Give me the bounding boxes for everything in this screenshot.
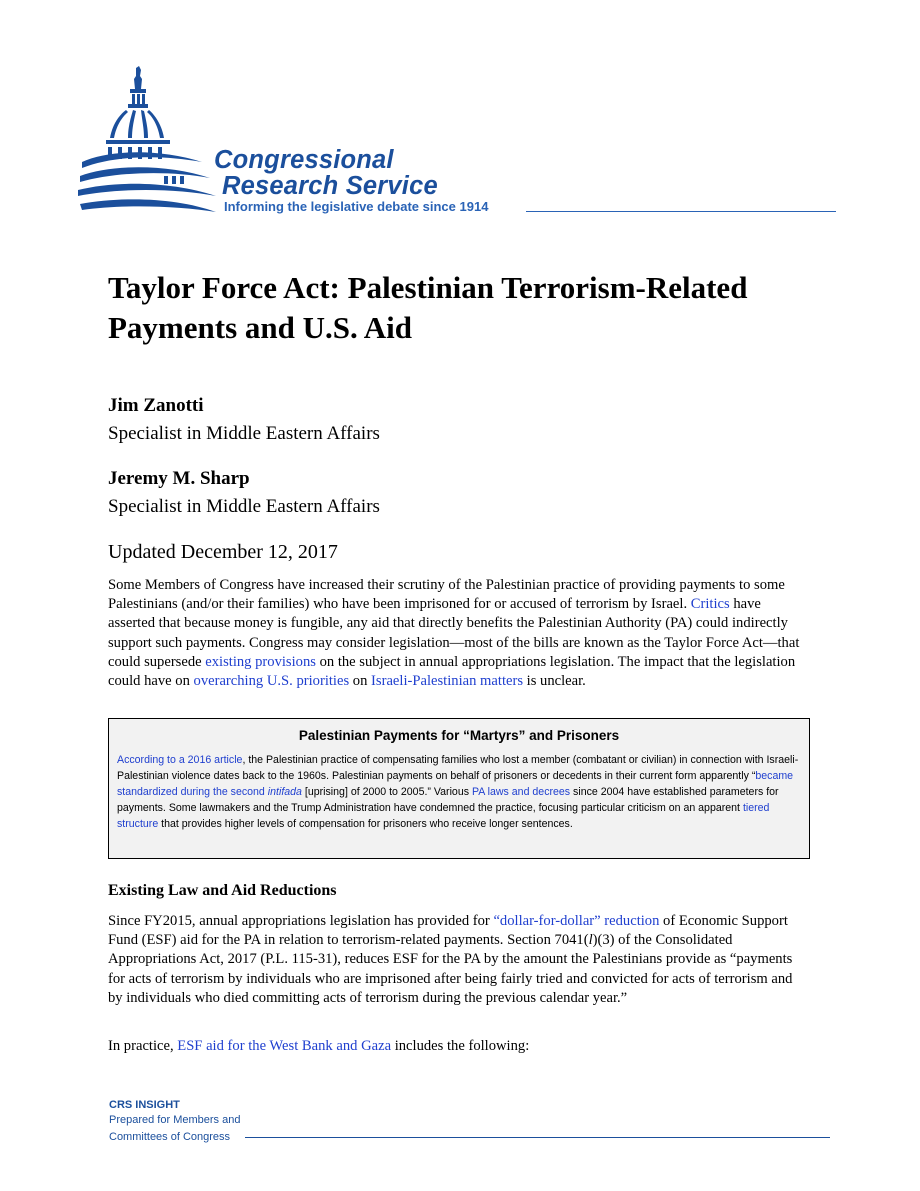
existing-provisions-link[interactable]: existing provisions [205,653,316,670]
section-text: In practice, [108,1038,178,1054]
pa-laws-link[interactable]: PA laws and decrees [471,786,571,798]
section-text: includes the following: [391,1038,530,1054]
section-paragraph [108,1037,808,1056]
dollar-for-dollar-link[interactable]: “dollar-for-dollar” reduction [493,913,660,929]
author-role: Specialist in Middle Eastern Affairs [108,423,380,444]
section-heading: Existing Law and Aid Reductions [108,882,337,899]
box-text: [uprising] of 2000 to 2005.” Various [301,786,472,798]
footer [108,1099,830,1149]
footer-rule [245,1137,830,1138]
box-text: that provides higher levels of compensation for prisoners who receive longer sentences. [158,818,573,830]
article-2016-link[interactable]: According to a 2016 article [117,754,243,766]
intro-paragraph [108,576,808,691]
esf-aid-link[interactable]: ESF aid for the West Bank and Gaza [177,1038,392,1054]
israeli-palestinian-link[interactable]: Israeli-Palestinian matters [371,673,524,690]
report-title: Taylor Force Act: Palestinian Terrorism-Related Payments and U.S. Aid [108,270,748,345]
capitol-dome-icon [78,64,228,224]
footer-line: Committees of Congress [109,1131,231,1143]
author-name: Jim Zanotti [108,395,204,416]
logo-tagline: Informing the legislative debate since 1914 [224,199,489,214]
sidebar-box-body [117,752,803,832]
author-role: Specialist in Middle Eastern Affairs [108,496,380,517]
section-text: of Economic Support Fund (ESF) aid for the PA in relation to terrorism-related payments. Section 7041( [108,913,788,949]
sidebar-box [108,718,810,859]
author-name: Jeremy M. Sharp [108,468,250,489]
critics-link[interactable]: Critics [690,596,730,613]
box-text: since 2004 have established parameters for payments. Some lawmakers and the Trump Administration have condemned the practice, focusing particular criticism on an apparent [117,786,779,814]
section-italic: l [588,932,593,949]
footer-line: Prepared for Members and [109,1114,241,1126]
intro-text: Some Members of Congress have increased their scrutiny of the Palestinian practice of providing payments to some Palestinians (and/or their families) who have been imprisoned for or accused of terrorism by Israel. [108,577,785,613]
intro-text: on [349,673,372,690]
logo-rule [526,211,836,212]
footer-label: CRS INSIGHT [109,1099,180,1111]
sidebar-box-title: Palestinian Payments for “Martyrs” and Prisoners [298,728,620,743]
intro-text: have asserted that because money is fungible, any aid that directly benefits the Palestinian Authority (PA) could indirectly support such payments. Congress may consider legislation—most of the bills are known as the Taylor Force Act—that could supersede [108,596,800,670]
updated-date: Updated December 12, 2017 [108,541,338,563]
intro-text: on the subject in annual appropriations legislation. The impact that the legislation could have on [108,653,796,690]
section-text: )(3) of the Consolidated Appropriations Act, 2017 (P.L. 115-31), reduces ESF for the PA by the amount the Palestinians provide as “payments for acts of terrorism by individuals who are imprisoned after being fairly tried and convicted for acts of terrorism and by individuals who died committing acts of terrorism during the previous calendar year.” [108,932,793,1006]
intro-text: is unclear. [523,673,586,690]
section-paragraph [108,912,808,1008]
crs-logo [78,64,838,224]
us-priorities-link[interactable]: overarching U.S. priorities [193,673,350,690]
tiered-structure-link[interactable]: tiered structure [117,802,770,830]
section-text: Since FY2015, annual appropriations legislation has provided for [108,913,494,929]
logo-line-congressional: Congressional [214,146,394,174]
box-text: , the Palestinian practice of compensating families who lost a member (combatant or civilian) in connection with Israeli-Palestinian violence dates back to the 1960s. Palestinian payments on behalf of prisoners or decedents in their current form apparently “ [117,754,799,782]
logo-line-research-service: Research Service [222,172,438,200]
box-link-italic: intifada [267,786,302,798]
box-link-text: became standardized during the second [117,770,794,798]
